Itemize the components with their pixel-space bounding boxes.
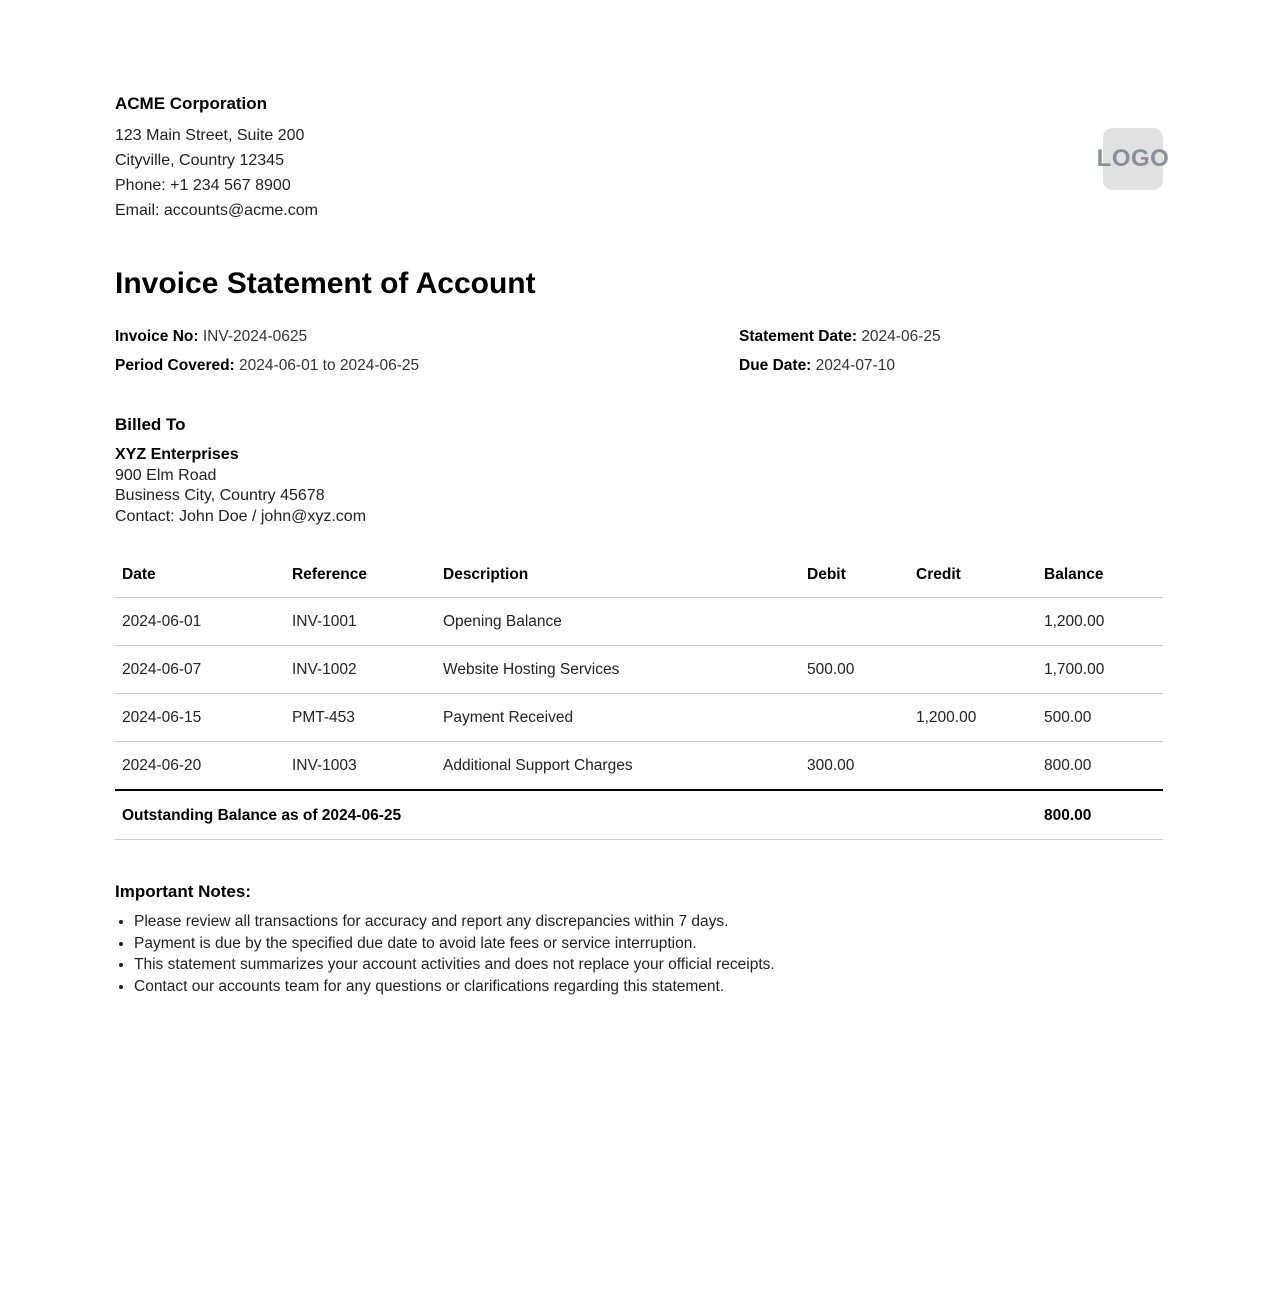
billed-to-contact: Contact: John Doe / john@xyz.com	[115, 507, 367, 525]
cell-description: Website Hosting Services	[436, 646, 800, 694]
note-item: • Contact our accounts team for any questions or clarifications regarding this statement.	[134, 976, 1163, 998]
statement-date-field	[739, 322, 1163, 351]
cell-credit	[909, 646, 1037, 694]
table-row	[115, 742, 1163, 791]
column-header-credit: Credit	[909, 566, 1037, 598]
cell-description: Opening Balance	[436, 598, 800, 646]
billed-to-address-line-1: 900 Elm Road	[115, 466, 217, 484]
company-address-line-2: Cityville, Country 12345	[115, 152, 284, 169]
table-row	[115, 646, 1163, 694]
table-header	[115, 566, 1163, 598]
page-title: Invoice Statement of Account	[115, 267, 536, 300]
company-name: ACME Corporation	[115, 94, 268, 113]
important-notes-section	[115, 882, 1163, 997]
note-item: • This statement summarizes your account activities and does not replace your official receipts.	[134, 954, 1163, 976]
statement-date-label: Statement Date:	[739, 328, 857, 345]
column-header-reference: Reference	[285, 566, 436, 598]
column-header-date: Date	[115, 566, 285, 598]
cell-description: Payment Received	[436, 694, 800, 742]
company-info	[115, 94, 318, 223]
column-header-description: Description	[436, 566, 800, 598]
cell-reference: PMT-453	[285, 694, 436, 742]
invoice-number-field	[115, 322, 739, 351]
table-header-row	[115, 566, 1163, 598]
due-date-value: 2024-07-10	[815, 357, 895, 374]
cell-balance: 500.00	[1037, 694, 1163, 742]
cell-balance: 1,700.00	[1037, 646, 1163, 694]
cell-debit	[800, 694, 909, 742]
company-phone: Phone: +1 234 567 8900	[115, 177, 291, 194]
due-date-field	[739, 351, 1163, 380]
cell-reference: INV-1001	[285, 598, 436, 646]
company-logo	[1096, 128, 1170, 190]
outstanding-balance-value: 800.00	[1037, 790, 1163, 840]
note-item: • Payment is due by the specified due date to avoid late fees or service interruption.	[134, 933, 1163, 955]
cell-credit: 1,200.00	[909, 694, 1037, 742]
billed-to-name: XYZ Enterprises	[115, 446, 239, 463]
cell-credit	[909, 598, 1037, 646]
table-row	[115, 694, 1163, 742]
important-notes-list	[115, 911, 1163, 997]
cell-date: 2024-06-20	[115, 742, 285, 791]
period-covered-field	[115, 351, 739, 380]
table-row	[115, 598, 1163, 646]
cell-balance: 800.00	[1037, 742, 1163, 791]
important-notes-heading: Important Notes:	[115, 882, 251, 901]
billed-to-heading: Billed To	[115, 415, 186, 434]
outstanding-balance-label: Outstanding Balance as of 2024-06-25	[115, 790, 1037, 840]
column-header-balance: Balance	[1037, 566, 1163, 598]
cell-reference: INV-1003	[285, 742, 436, 791]
cell-date: 2024-06-07	[115, 646, 285, 694]
cell-balance: 1,200.00	[1037, 598, 1163, 646]
company-address-line-1: 123 Main Street, Suite 200	[115, 127, 305, 144]
period-covered-value: 2024-06-01 to 2024-06-25	[239, 357, 420, 374]
billed-to-section	[115, 415, 1163, 527]
cell-date: 2024-06-15	[115, 694, 285, 742]
due-date-label: Due Date:	[739, 357, 812, 374]
cell-reference: INV-1002	[285, 646, 436, 694]
logo-placeholder-text: LOGO	[1096, 144, 1170, 172]
billed-to-address-line-2: Business City, Country 45678	[115, 487, 325, 504]
invoice-meta	[115, 322, 1163, 380]
cell-debit	[800, 598, 909, 646]
statement-date-value: 2024-06-25	[861, 328, 941, 345]
invoice-number-label: Invoice No:	[115, 328, 199, 345]
outstanding-balance-row	[115, 790, 1163, 840]
cell-credit	[909, 742, 1037, 791]
column-header-debit: Debit	[800, 566, 909, 598]
invoice-number-value: INV-2024-0625	[202, 328, 308, 345]
cell-debit: 300.00	[800, 742, 909, 791]
cell-description: Additional Support Charges	[436, 742, 800, 791]
cell-date: 2024-06-01	[115, 598, 285, 646]
document-header	[115, 94, 1170, 223]
period-covered-label: Period Covered:	[115, 357, 235, 374]
company-email: Email: accounts@acme.com	[115, 202, 318, 219]
transactions-table	[115, 566, 1163, 840]
note-item: • Please review all transactions for accuracy and report any discrepancies within 7 days.	[134, 911, 1163, 933]
cell-debit: 500.00	[800, 646, 909, 694]
